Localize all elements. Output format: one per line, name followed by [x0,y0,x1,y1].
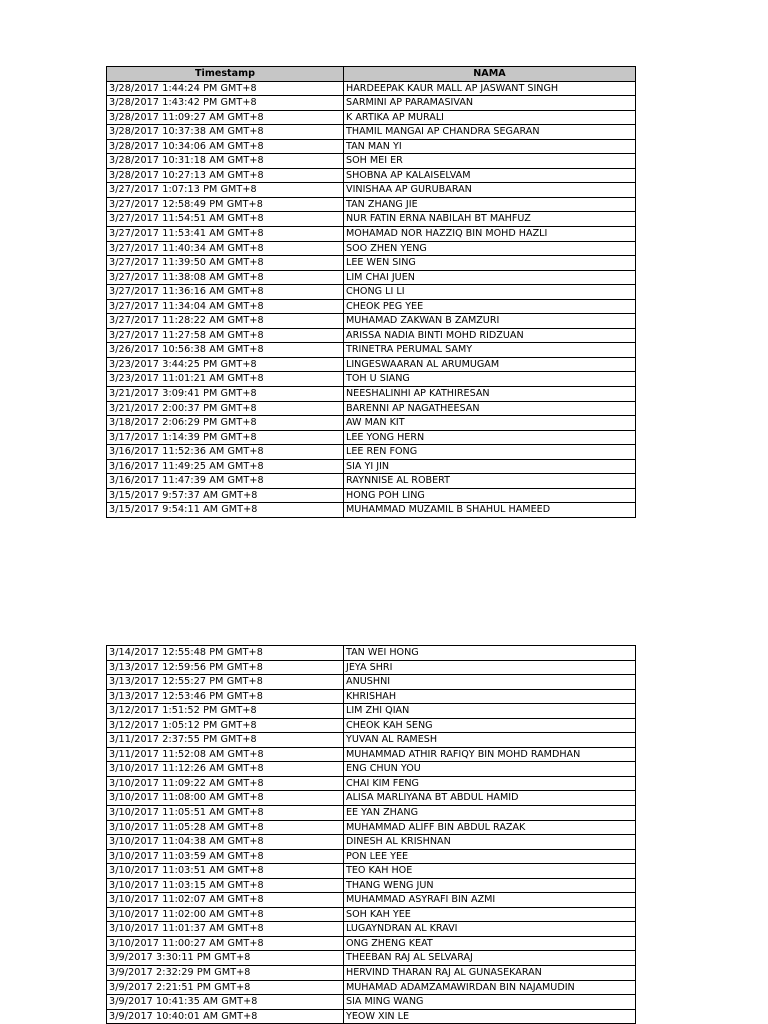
timestamp-cell: 3/12/2017 1:05:12 PM GMT+8 [107,718,344,733]
table-row [107,791,636,806]
nama-cell: SARMINI AP PARAMASIVAN [344,96,636,111]
table-row [107,762,636,777]
nama-cell: MUHAMMAD ASYRAFI BIN AZMI [344,893,636,908]
nama-cell: MUHAMAD ZAKWAN B ZAMZURI [344,314,636,329]
timestamp-cell: 3/27/2017 1:07:13 PM GMT+8 [107,183,344,198]
table-row [107,357,636,372]
table-row [107,1009,636,1024]
nama-cell: THANG WENG JUN [344,878,636,893]
timestamp-cell: 3/13/2017 12:55:27 PM GMT+8 [107,675,344,690]
timestamp-cell: 3/9/2017 10:41:35 AM GMT+8 [107,995,344,1010]
timestamp-cell: 3/10/2017 11:03:51 AM GMT+8 [107,864,344,879]
timestamp-cell: 3/27/2017 11:53:41 AM GMT+8 [107,227,344,242]
table-row [107,183,636,198]
table-row [107,125,636,140]
nama-cell: ANUSHNI [344,675,636,690]
nama-cell: ARISSA NADIA BINTI MOHD RIDZUAN [344,328,636,343]
table-row [107,430,636,445]
nama-cell: JEYA SHRI [344,660,636,675]
timestamp-cell: 3/13/2017 12:53:46 PM GMT+8 [107,689,344,704]
table-row [107,81,636,96]
nama-cell: VINISHAA AP GURUBARAN [344,183,636,198]
timestamp-cell: 3/28/2017 10:27:13 AM GMT+8 [107,168,344,183]
table-row [107,503,636,518]
nama-cell: MUHAMMAD ALIFF BIN ABDUL RAZAK [344,820,636,835]
table-row [107,343,636,358]
table-row [107,212,636,227]
timestamp-header: Timestamp [107,67,344,82]
nama-cell: TAN ZHANG JIE [344,197,636,212]
timestamp-cell: 3/10/2017 11:05:28 AM GMT+8 [107,820,344,835]
table-row [107,314,636,329]
timestamp-cell: 3/27/2017 11:28:22 AM GMT+8 [107,314,344,329]
table-row [107,907,636,922]
timestamp-cell: 3/28/2017 10:34:06 AM GMT+8 [107,139,344,154]
table-row [107,256,636,271]
nama-cell: TOH U SIANG [344,372,636,387]
nama-cell: CHEOK PEG YEE [344,299,636,314]
timestamp-cell: 3/28/2017 1:43:42 PM GMT+8 [107,96,344,111]
timestamp-cell: 3/16/2017 11:49:25 AM GMT+8 [107,459,344,474]
timestamp-cell: 3/27/2017 11:36:16 AM GMT+8 [107,285,344,300]
table-row [107,849,636,864]
nama-cell: DINESH AL KRISHNAN [344,835,636,850]
timestamp-cell: 3/10/2017 11:01:37 AM GMT+8 [107,922,344,937]
nama-cell: LINGESWAARAN AL ARUMUGAM [344,357,636,372]
nama-cell: CHEOK KAH SENG [344,718,636,733]
nama-cell: SOH MEI ER [344,154,636,169]
nama-cell: TAN WEI HONG [344,646,636,661]
table-row [107,966,636,981]
nama-cell: LEE REN FONG [344,445,636,460]
nama-cell: HARDEEPAK KAUR MALL AP JASWANT SINGH [344,81,636,96]
timestamp-cell: 3/23/2017 3:44:25 PM GMT+8 [107,357,344,372]
nama-cell: LIM ZHI QIAN [344,704,636,719]
timestamp-cell: 3/17/2017 1:14:39 PM GMT+8 [107,430,344,445]
timestamp-cell: 3/14/2017 12:55:48 PM GMT+8 [107,646,344,661]
timestamp-cell: 3/11/2017 2:37:55 PM GMT+8 [107,733,344,748]
timestamp-cell: 3/10/2017 11:02:07 AM GMT+8 [107,893,344,908]
nama-cell: RAYNNISE AL ROBERT [344,474,636,489]
table-row [107,227,636,242]
nama-cell: MUHAMAD ADAMZAMAWIRDAN BIN NAJAMUDIN [344,980,636,995]
timestamp-cell: 3/27/2017 12:58:49 PM GMT+8 [107,197,344,212]
table-row [107,893,636,908]
table-row [107,459,636,474]
registration-table-2 [106,645,636,1024]
nama-cell: TEO KAH HOE [344,864,636,879]
timestamp-cell: 3/23/2017 11:01:21 AM GMT+8 [107,372,344,387]
timestamp-cell: 3/18/2017 2:06:29 PM GMT+8 [107,416,344,431]
nama-cell: TRINETRA PERUMAL SAMY [344,343,636,358]
table-row [107,270,636,285]
table-row [107,936,636,951]
nama-cell: SHOBNA AP KALAISELVAM [344,168,636,183]
timestamp-cell: 3/21/2017 3:09:41 PM GMT+8 [107,387,344,402]
nama-cell: SOO ZHEN YENG [344,241,636,256]
nama-cell: SIA YI JIN [344,459,636,474]
nama-cell: PON LEE YEE [344,849,636,864]
table-row [107,197,636,212]
timestamp-cell: 3/16/2017 11:47:39 AM GMT+8 [107,474,344,489]
timestamp-cell: 3/9/2017 2:32:29 PM GMT+8 [107,966,344,981]
table-row [107,488,636,503]
table-row [107,285,636,300]
header-row [107,67,636,82]
timestamp-cell: 3/10/2017 11:05:51 AM GMT+8 [107,806,344,821]
nama-cell: YEOW XIN LE [344,1009,636,1024]
timestamp-cell: 3/10/2017 11:00:27 AM GMT+8 [107,936,344,951]
nama-cell: BARENNI AP NAGATHEESAN [344,401,636,416]
table-1-body [107,81,636,517]
table-row [107,646,636,661]
timestamp-cell: 3/28/2017 1:44:24 PM GMT+8 [107,81,344,96]
nama-cell: AW MAN KIT [344,416,636,431]
table-row [107,474,636,489]
table-2-body [107,646,636,1024]
table-row [107,387,636,402]
timestamp-cell: 3/26/2017 10:56:38 AM GMT+8 [107,343,344,358]
table-row [107,110,636,125]
nama-cell: SOH KAH YEE [344,907,636,922]
timestamp-cell: 3/28/2017 10:37:38 AM GMT+8 [107,125,344,140]
nama-cell: LEE YONG HERN [344,430,636,445]
table-row [107,995,636,1010]
timestamp-cell: 3/9/2017 10:40:01 AM GMT+8 [107,1009,344,1024]
nama-cell: CHONG LI LI [344,285,636,300]
table-row [107,241,636,256]
table-row [107,733,636,748]
timestamp-cell: 3/10/2017 11:03:15 AM GMT+8 [107,878,344,893]
nama-cell: HERVIND THARAN RAJ AL GUNASEKARAN [344,966,636,981]
timestamp-cell: 3/10/2017 11:08:00 AM GMT+8 [107,791,344,806]
nama-cell: NEESHALINHI AP KATHIRESAN [344,387,636,402]
nama-cell: K ARTIKA AP MURALI [344,110,636,125]
table-row [107,445,636,460]
nama-header: NAMA [344,67,636,82]
table-row [107,154,636,169]
timestamp-cell: 3/27/2017 11:38:08 AM GMT+8 [107,270,344,285]
table-row [107,139,636,154]
timestamp-cell: 3/27/2017 11:54:51 AM GMT+8 [107,212,344,227]
nama-cell: ALISA MARLIYANA BT ABDUL HAMID [344,791,636,806]
table-row [107,835,636,850]
timestamp-cell: 3/28/2017 10:31:18 AM GMT+8 [107,154,344,169]
table-row [107,96,636,111]
table-row [107,864,636,879]
nama-cell: MOHAMAD NOR HAZZIQ BIN MOHD HAZLI [344,227,636,242]
timestamp-cell: 3/21/2017 2:00:37 PM GMT+8 [107,401,344,416]
table-row [107,747,636,762]
table-row [107,980,636,995]
table-row [107,806,636,821]
table-row [107,401,636,416]
table-row [107,675,636,690]
timestamp-cell: 3/15/2017 9:57:37 AM GMT+8 [107,488,344,503]
nama-cell: THAMIL MANGAI AP CHANDRA SEGARAN [344,125,636,140]
timestamp-cell: 3/10/2017 11:04:38 AM GMT+8 [107,835,344,850]
nama-cell: EE YAN ZHANG [344,806,636,821]
timestamp-cell: 3/15/2017 9:54:11 AM GMT+8 [107,503,344,518]
table-row [107,660,636,675]
nama-cell: MUHAMMAD ATHIR RAFIQY BIN MOHD RAMDHAN [344,747,636,762]
table-row [107,776,636,791]
nama-cell: TAN MAN YI [344,139,636,154]
table-row [107,704,636,719]
nama-cell: LIM CHAI JUEN [344,270,636,285]
table-row [107,820,636,835]
table-row [107,951,636,966]
nama-cell: LEE WEN SING [344,256,636,271]
timestamp-cell: 3/10/2017 11:09:22 AM GMT+8 [107,776,344,791]
table-row [107,168,636,183]
nama-cell: LUGAYNDRAN AL KRAVI [344,922,636,937]
table-row [107,878,636,893]
table-row [107,922,636,937]
nama-cell: SIA MING WANG [344,995,636,1010]
timestamp-cell: 3/27/2017 11:27:58 AM GMT+8 [107,328,344,343]
timestamp-cell: 3/27/2017 11:40:34 AM GMT+8 [107,241,344,256]
nama-cell: MUHAMMAD MUZAMIL B SHAHUL HAMEED [344,503,636,518]
table-row [107,416,636,431]
nama-cell: HONG POH LING [344,488,636,503]
timestamp-cell: 3/9/2017 2:21:51 PM GMT+8 [107,980,344,995]
timestamp-cell: 3/16/2017 11:52:36 AM GMT+8 [107,445,344,460]
nama-cell: THEEBAN RAJ AL SELVARAJ [344,951,636,966]
timestamp-cell: 3/9/2017 3:30:11 PM GMT+8 [107,951,344,966]
table-row [107,299,636,314]
timestamp-cell: 3/12/2017 1:51:52 PM GMT+8 [107,704,344,719]
timestamp-cell: 3/10/2017 11:12:26 AM GMT+8 [107,762,344,777]
nama-cell: KHRISHAH [344,689,636,704]
table-row [107,689,636,704]
timestamp-cell: 3/27/2017 11:39:50 AM GMT+8 [107,256,344,271]
nama-cell: NUR FATIN ERNA NABILAH BT MAHFUZ [344,212,636,227]
table-row [107,718,636,733]
nama-cell: YUVAN AL RAMESH [344,733,636,748]
timestamp-cell: 3/10/2017 11:02:00 AM GMT+8 [107,907,344,922]
timestamp-cell: 3/11/2017 11:52:08 AM GMT+8 [107,747,344,762]
timestamp-cell: 3/10/2017 11:03:59 AM GMT+8 [107,849,344,864]
timestamp-cell: 3/13/2017 12:59:56 PM GMT+8 [107,660,344,675]
nama-cell: CHAI KIM FENG [344,776,636,791]
registration-table-1 [106,66,636,518]
table-row [107,328,636,343]
nama-cell: ENG CHUN YOU [344,762,636,777]
timestamp-cell: 3/28/2017 11:09:27 AM GMT+8 [107,110,344,125]
table-row [107,372,636,387]
timestamp-cell: 3/27/2017 11:34:04 AM GMT+8 [107,299,344,314]
nama-cell: ONG ZHENG KEAT [344,936,636,951]
